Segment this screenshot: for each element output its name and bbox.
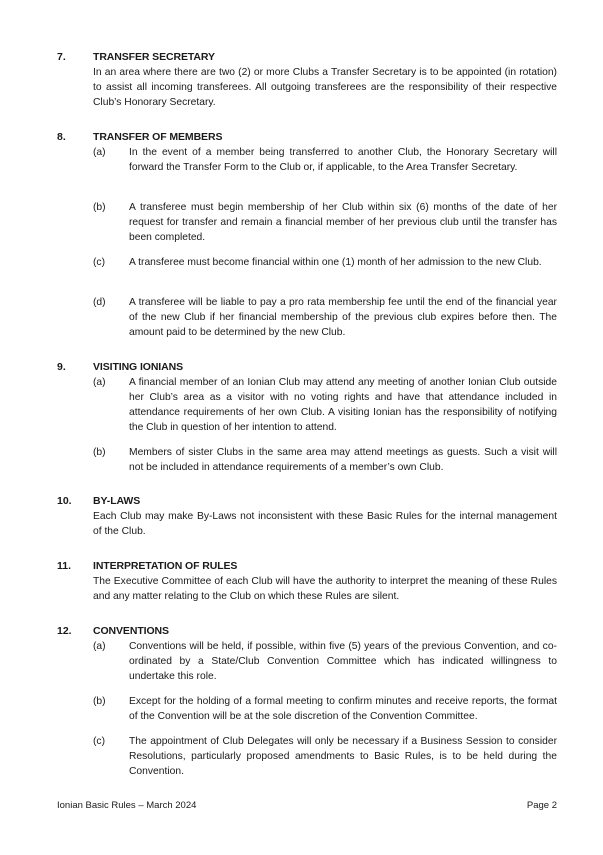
section-body: The Executive Committee of each Club will have the authority to interpret the meaning of these Rules and any matter relating to the Club on which these Rules are silent. [93,576,557,603]
footer-document-title: Ionian Basic Rules – March 2024 [57,800,197,811]
item-label: (a) [93,147,106,158]
item-text: A financial member of an Ionian Club may attend any meeting of another Ionian Club outside her Club’s area as a visitor with no voting rights and have that attendance included in attendance requirements of her own Club. A visiting Ionian has the responsibility of notifying the Club in question of her intention to attend. [129,377,557,434]
section-number: 9. [57,361,66,373]
item-text: Conventions will be held, if possible, within five (5) years of the previous Convention, and co-ordinated by a State/Club Convention Committee which has indicated willingness to undertake this role. [129,641,557,683]
item-text: The appointment of Club Delegates will only be necessary if a Business Session to consider Resolutions, particularly proposed amendments to Basic Rules, is to be held during the Convention. [129,736,557,778]
item-label: (b) [93,696,106,707]
item-label: (b) [93,447,106,458]
section-title: INTERPRETATION OF RULES [93,560,238,572]
section-number: 12. [57,625,72,637]
section-title: TRANSFER OF MEMBERS [93,131,223,143]
section-title: CONVENTIONS [93,625,169,637]
item-label: (a) [93,377,106,388]
item-text: A transferee must begin membership of her Club within six (6) months of the date of her request for transfer and remain a financial member of her previous club until the transfer has been completed. [129,202,557,244]
section-body: In an area where there are two (2) or more Clubs a Transfer Secretary is to be appointed (in rotation) to assist all incoming transferees. All outgoing transferees are the responsibility of their respective Club’s Honorary Secretary. [93,67,557,109]
section-number: 8. [57,131,66,143]
section-number: 10. [57,495,72,507]
item-text: A transferee will be liable to pay a pro rata membership fee until the end of the financial year of the new Club if her financial membership of the previous club expires before then. The amount paid to be determined by the new Club. [129,297,557,339]
item-label: (d) [93,297,106,308]
item-label: (a) [93,641,106,652]
section-number: 11. [57,560,72,572]
section-title: VISITING IONIANS [93,361,183,373]
footer-page-number: Page 2 [526,800,557,811]
item-label: (c) [93,257,106,268]
item-text: In the event of a member being transferred to another Club, the Honorary Secretary will forward the Transfer Form to the Club or, if applicable, to the Area Transfer Secretary. [129,147,557,174]
item-text: Members of sister Clubs in the same area may attend meetings as guests. Such a visit will not be included in attendance requirements of a member’s own Club. [129,447,557,474]
item-text: A transferee must become financial within one (1) month of her admission to the new Club. [129,257,542,268]
item-text: Except for the holding of a formal meeting to confirm minutes and receive reports, the format of the Convention will be at the sole discretion of the Convention Committee. [129,696,557,723]
section-number: 7. [57,51,66,63]
section-title: TRANSFER SECRETARY [93,51,215,63]
item-label: (b) [93,202,106,213]
item-label: (c) [93,736,106,747]
section-body: Each Club may make By-Laws not inconsistent with these Basic Rules for the internal management of the Club. [93,511,557,538]
section-title: BY-LAWS [93,495,141,507]
